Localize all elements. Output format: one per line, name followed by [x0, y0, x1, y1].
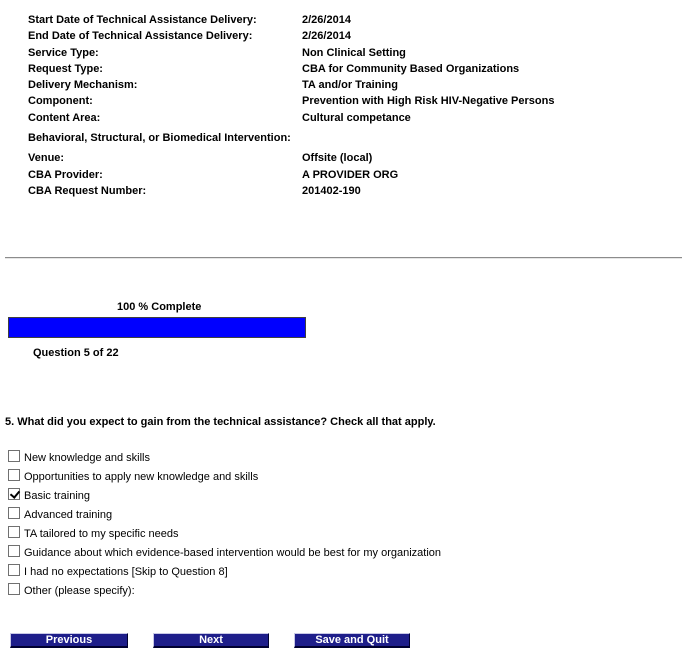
checkbox-checked[interactable]: [8, 488, 20, 500]
answer-option-label: Basic training: [24, 490, 91, 502]
answer-option-label: I had no expectations [Skip to Question 8]: [24, 566, 228, 578]
detail-value: Non Clinical Setting: [302, 46, 406, 59]
detail-label: Service Type:: [28, 46, 99, 59]
detail-label: Request Type:: [28, 62, 103, 75]
question-counter: Question 5 of 22: [33, 347, 119, 359]
checkbox[interactable]: [8, 526, 20, 538]
detail-label: Content Area:: [28, 111, 101, 124]
checkbox[interactable]: [8, 564, 20, 576]
detail-label: CBA Provider:: [28, 168, 103, 181]
question-text: 5. What did you expect to gain from the technical assistance? Check all that apply.: [5, 416, 436, 428]
detail-label: Behavioral, Structural, or Biomedical Intervention:: [28, 132, 291, 145]
detail-label: Component:: [28, 95, 93, 108]
detail-value: Prevention with High Risk HIV-Negative Persons: [302, 95, 555, 108]
detail-value: Cultural competance: [302, 111, 411, 124]
previous-button[interactable]: Previous: [10, 633, 128, 648]
detail-value: CBA for Community Based Organizations: [302, 62, 520, 75]
answer-option-label: Opportunities to apply new knowledge and skills: [24, 471, 259, 483]
checkbox[interactable]: [8, 545, 20, 557]
detail-value: A PROVIDER ORG: [302, 168, 399, 181]
detail-label: Delivery Mechanism:: [28, 79, 138, 92]
answer-option-label: New knowledge and skills: [24, 452, 150, 464]
checkbox[interactable]: [8, 583, 20, 595]
answer-option-label: Other (please specify):: [24, 585, 135, 597]
save-and-quit-button[interactable]: Save and Quit: [294, 633, 410, 648]
detail-value: 2/26/2014: [302, 30, 351, 43]
progress-bar-fill: [9, 318, 305, 337]
detail-value: 201402-190: [302, 184, 361, 197]
detail-value: 2/26/2014: [302, 14, 351, 26]
detail-label: CBA Request Number:: [28, 184, 147, 197]
detail-value: TA and/or Training: [302, 79, 398, 92]
detail-label: Start Date of Technical Assistance Delivery:: [28, 14, 257, 26]
horizontal-divider: [5, 257, 682, 259]
detail-label: End Date of Technical Assistance Delivery:: [28, 30, 253, 43]
detail-label: Venue:: [28, 152, 65, 165]
answer-option-label: Advanced training: [24, 509, 113, 521]
progress-percent-label: 100 % Complete: [117, 301, 202, 313]
answer-option-label: Guidance about which evidence-based intervention would be best for my organization: [24, 547, 442, 559]
checkbox[interactable]: [8, 469, 20, 481]
checkbox[interactable]: [8, 507, 20, 519]
detail-value: Offsite (local): [302, 152, 373, 165]
checkbox[interactable]: [8, 450, 20, 462]
answer-option-label: TA tailored to my specific needs: [24, 528, 179, 540]
next-button[interactable]: Next: [153, 633, 269, 648]
progress-bar: [8, 317, 306, 338]
